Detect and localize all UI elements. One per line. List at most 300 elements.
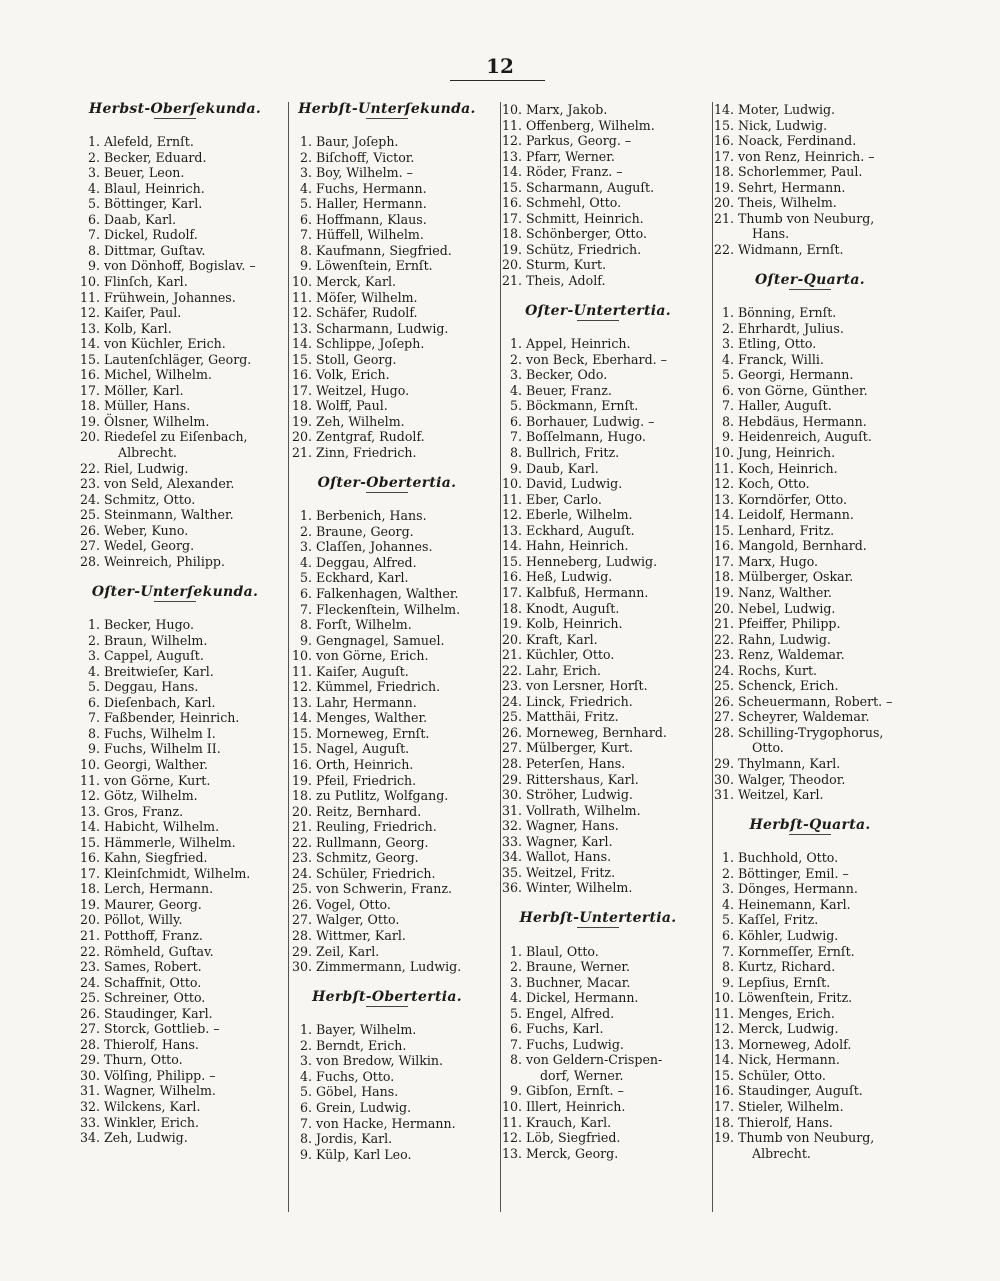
entry-number: 1. xyxy=(299,134,312,150)
entry-number: 5. xyxy=(721,912,734,928)
entry-number: 17. xyxy=(713,553,734,569)
entry-number: 18. xyxy=(79,881,100,897)
entry-name: Illert, Heinrich. xyxy=(526,1099,626,1114)
entry-name: Schmitt, Heinrich. xyxy=(526,210,644,226)
list-item xyxy=(488,195,708,211)
entry-name: Rittershaus, Karl. xyxy=(526,771,639,787)
entry-number: 2. xyxy=(299,149,312,165)
entry-name: Schaffnit, Otto. xyxy=(104,974,202,990)
list-item xyxy=(66,1115,284,1131)
list-item xyxy=(278,788,496,804)
entry-number: 26. xyxy=(713,693,734,709)
entry-name: von Lersner, Horſt. xyxy=(526,678,648,694)
entry-name: Schüler, Friedrich. xyxy=(316,865,436,881)
list-item xyxy=(488,507,708,523)
entry-number: 22. xyxy=(79,460,100,476)
list-item xyxy=(488,756,708,772)
entry-name: Bullrich, Fritz. xyxy=(526,445,620,461)
entry-number: 13. xyxy=(713,491,734,507)
list-item xyxy=(278,555,496,571)
entry-number: 17. xyxy=(79,865,100,881)
class-section xyxy=(488,896,708,1161)
list-item xyxy=(66,695,284,711)
entry-name: Fuchs, Wilhelm II. xyxy=(104,741,221,757)
entry-name: Schmitz, Georg. xyxy=(316,850,419,866)
entry-name: Forſt, Wilhelm. xyxy=(316,617,412,633)
class-section xyxy=(278,975,496,1163)
list-item xyxy=(66,429,284,445)
list-item xyxy=(66,1130,284,1146)
entry-number: 5. xyxy=(87,679,100,695)
list-item xyxy=(66,538,284,554)
entry-number: 28. xyxy=(291,927,312,943)
list-item xyxy=(66,648,284,664)
entry-number: 19. xyxy=(713,1130,734,1146)
entry-name: Heß, Ludwig. xyxy=(526,569,613,585)
entry-name: Dickel, Rudolf. xyxy=(104,227,198,243)
entry-name: Claſſen, Johannes. xyxy=(316,539,433,555)
list-item xyxy=(700,133,920,149)
entry-name: Matthäi, Fritz. xyxy=(526,709,619,725)
entry-name: Sehrt, Hermann. xyxy=(738,179,846,195)
entry-number: 4. xyxy=(721,896,734,912)
list-item xyxy=(278,165,496,181)
entry-name: Eckhard, Karl. xyxy=(316,570,409,586)
entry-name: Krauch, Karl. xyxy=(526,1114,612,1130)
entry-name: Dickel, Hermann. xyxy=(526,990,639,1006)
list-item xyxy=(278,352,496,368)
list-item xyxy=(66,150,284,166)
entry-number: 20. xyxy=(291,429,312,445)
entry-name: Kalbfuß, Hermann. xyxy=(526,584,649,600)
list-item xyxy=(66,321,284,337)
entry-number: 12. xyxy=(291,305,312,321)
entry-number: 30. xyxy=(79,1067,100,1083)
entry-number: 29. xyxy=(291,943,312,959)
entry-number: 12. xyxy=(79,305,100,321)
entry-name: Winter, Wilhelm. xyxy=(526,880,633,896)
entry-number: 25. xyxy=(713,678,734,694)
entry-number: 22. xyxy=(713,631,734,647)
list-item xyxy=(488,226,708,242)
entry-number: 25. xyxy=(79,990,100,1006)
list-item xyxy=(278,445,496,461)
entry-name: Riel, Ludwig. xyxy=(104,460,189,476)
list-item xyxy=(700,850,920,866)
entry-number: 33. xyxy=(501,833,522,849)
entry-number: 5. xyxy=(509,398,522,414)
entry-number: 15. xyxy=(79,834,100,850)
entry-name: Schmitz, Otto. xyxy=(104,491,196,507)
entry-name: Riedeſel zu Eiſenbach, xyxy=(104,429,248,445)
entry-number: 10. xyxy=(713,445,734,461)
entry-name: Haller, Auguſt. xyxy=(738,398,832,414)
entry-name: Götz, Wilhelm. xyxy=(104,788,198,804)
entry-name: Möller, Karl. xyxy=(104,382,184,398)
entry-number: 10. xyxy=(501,1099,522,1114)
entry-name: Beuer, Franz. xyxy=(526,382,612,398)
entry-name: Weitzel, Fritz. xyxy=(526,864,616,880)
entry-number: 27. xyxy=(79,538,100,554)
list-item xyxy=(66,383,284,399)
entry-number: 1. xyxy=(87,134,100,150)
list-item xyxy=(66,243,284,259)
entry-number: 29. xyxy=(79,1052,100,1068)
list-item xyxy=(488,616,708,632)
entry-name: Nanz, Walther. xyxy=(738,584,832,600)
entry-number: 19. xyxy=(713,584,734,600)
entry-number: 27. xyxy=(501,740,522,756)
entry-name: Rochs, Kurt. xyxy=(738,662,818,678)
entry-name: Theis, Wilhelm. xyxy=(738,195,837,211)
list-item xyxy=(66,274,284,290)
entry-name: von Görne, Erich. xyxy=(316,648,429,664)
entry-name: Wagner, Karl. xyxy=(526,833,613,849)
entry-name: Thierolf, Hans. xyxy=(738,1114,833,1130)
entry-name: Hahn, Heinrich. xyxy=(526,538,629,554)
entry-number: 5. xyxy=(509,1005,522,1021)
list-item xyxy=(700,725,920,741)
entry-name: Dittmar, Guſtav. xyxy=(104,242,206,258)
entry-name: von Schwerin, Franz. xyxy=(316,881,453,897)
entry-number: 24. xyxy=(713,662,734,678)
entry-name: Theis, Adolf. xyxy=(526,273,606,289)
entry-number: 9. xyxy=(299,258,312,274)
list-item xyxy=(488,880,708,896)
list-item xyxy=(66,305,284,321)
entry-number: 2. xyxy=(299,1037,312,1053)
section-heading: Oſter-Unterſekunda. xyxy=(91,583,259,600)
entry-name: Römheld, Guſtav. xyxy=(104,943,214,959)
entry-name: Biſchoff, Victor. xyxy=(316,149,415,165)
entry-number: 17. xyxy=(291,382,312,398)
entry-name: Schäfer, Rudolf. xyxy=(316,305,418,321)
entry-number: 22. xyxy=(291,834,312,850)
entry-number: 20. xyxy=(79,429,100,445)
list-item xyxy=(66,850,284,866)
list-item xyxy=(278,212,496,228)
entry-name: Becker, Odo. xyxy=(526,367,608,383)
entry-number: 9. xyxy=(721,429,734,445)
entry-number: 4. xyxy=(299,554,312,570)
entry-number: 12. xyxy=(79,788,100,804)
entry-number: 18. xyxy=(501,226,522,242)
entry-name: Fuchs, Wilhelm I. xyxy=(104,725,216,741)
entry-name: Löb, Siegfried. xyxy=(526,1130,621,1146)
list-item xyxy=(700,1021,920,1037)
entry-number: 21. xyxy=(79,927,100,943)
entry-number: 1. xyxy=(87,617,100,633)
list-item xyxy=(700,601,920,617)
entry-name: Weinreich, Philipp. xyxy=(104,553,225,569)
page-number: 12 xyxy=(486,54,514,78)
entry-number: 13. xyxy=(501,148,522,164)
list-item xyxy=(66,227,284,243)
entry-name: Lautenſchläger, Georg. xyxy=(104,351,252,367)
entry-number: 14. xyxy=(713,102,734,117)
entry-name: Rahn, Ludwig. xyxy=(738,631,831,647)
entry-number: 3. xyxy=(721,336,734,352)
list-item xyxy=(66,336,284,352)
section-heading: Herbſt-Obertertia. xyxy=(312,989,462,1006)
entry-number: 26. xyxy=(79,1005,100,1021)
list-item xyxy=(278,414,496,430)
entry-name: Ölsner, Wilhelm. xyxy=(104,413,210,429)
list-item xyxy=(700,352,920,368)
entry-name: Storck, Gottlieb. – xyxy=(104,1021,220,1037)
list-item xyxy=(700,180,920,196)
list-item xyxy=(700,492,920,508)
class-section xyxy=(278,461,496,975)
entry-number: 3. xyxy=(509,367,522,383)
list-item xyxy=(700,523,920,539)
entry-name: Knodt, Auguſt. xyxy=(526,600,620,616)
entry-name: Deggau, Hans. xyxy=(104,679,199,695)
entry-name: Mangold, Bernhard. xyxy=(738,538,867,554)
entry-name: Thylmann, Karl. xyxy=(738,755,841,771)
list-item xyxy=(700,383,920,399)
entry-name: Ehrhardt, Julius. xyxy=(738,320,844,336)
list-item xyxy=(66,492,284,508)
entry-name: Böckmann, Ernſt. xyxy=(526,398,639,414)
entry-name: Schilling-Trygophorus, xyxy=(738,724,884,740)
list-item xyxy=(700,1083,920,1099)
entry-name: Weitzel, Karl. xyxy=(738,787,824,803)
entry-name: Zimmermann, Ludwig. xyxy=(316,959,462,975)
list-item xyxy=(278,383,496,399)
entry-number: 23. xyxy=(501,678,522,694)
entry-name: Braune, Werner. xyxy=(526,959,631,975)
entry-name: Deggau, Alfred. xyxy=(316,554,417,570)
entry-name: von Hacke, Hermann. xyxy=(316,1115,456,1131)
list-item xyxy=(700,678,920,694)
entry-name: Külp, Karl Leo. xyxy=(316,1146,412,1162)
entry-name: Georgi, Hermann. xyxy=(738,367,854,383)
list-item xyxy=(488,569,708,585)
entry-name: Böttinger, Karl. xyxy=(104,196,203,212)
entry-name: Frühwein, Johannes. xyxy=(104,289,236,305)
list-item xyxy=(488,787,708,803)
list-item xyxy=(278,835,496,851)
list-item xyxy=(700,149,920,165)
entry-number: 19. xyxy=(501,616,522,632)
entry-number: 20. xyxy=(501,631,522,647)
section-heading: Herbſt-Quarta. xyxy=(749,817,871,834)
entry-number: 30. xyxy=(291,959,312,975)
list-item xyxy=(66,165,284,181)
entry-name: Braune, Georg. xyxy=(316,523,414,539)
list-item xyxy=(700,1146,920,1162)
entry-number: 21. xyxy=(291,445,312,461)
entry-number: 3. xyxy=(299,1053,312,1069)
entry-name: Hoffmann, Klaus. xyxy=(316,211,427,227)
entry-name: Blaul, Otto. xyxy=(526,943,599,959)
entry-name: Nick, Ludwig. xyxy=(738,117,828,133)
entry-name: Henneberg, Ludwig. xyxy=(526,553,658,569)
entry-name: Becker, Hugo. xyxy=(104,617,195,633)
entry-number: 18. xyxy=(713,164,734,180)
entry-number: 25. xyxy=(79,507,100,523)
entry-number: 11. xyxy=(291,663,312,679)
list-item xyxy=(488,772,708,788)
list-item xyxy=(66,633,284,649)
entry-number: 17. xyxy=(713,148,734,164)
entry-name: Boſſelmann, Hugo. xyxy=(526,429,646,445)
entry-number: 32. xyxy=(501,818,522,834)
list-item xyxy=(700,195,920,211)
entry-number: 10. xyxy=(79,274,100,290)
list-item xyxy=(66,258,284,274)
list-item xyxy=(700,772,920,788)
entry-number: 13. xyxy=(501,1145,522,1161)
list-item xyxy=(700,321,920,337)
entry-name: Böttinger, Emil. – xyxy=(738,865,849,881)
entry-name: Zentgraf, Rudolf. xyxy=(316,429,425,445)
entry-name: Renz, Waldemar. xyxy=(738,647,845,663)
entry-name: Merck, Georg. xyxy=(526,1145,619,1161)
entry-number: 23. xyxy=(79,476,100,492)
entry-name: Gibſon, Ernſt. – xyxy=(526,1083,624,1099)
entry-number: 8. xyxy=(299,1131,312,1147)
entry-number: 18. xyxy=(79,398,100,414)
entry-name: von Küchler, Erich. xyxy=(104,336,226,352)
entry-name: Haller, Hermann. xyxy=(316,196,427,212)
entry-number: 1. xyxy=(299,508,312,524)
entry-number: 18. xyxy=(291,398,312,414)
entry-name: Maurer, Georg. xyxy=(104,896,202,912)
entry-name: Noack, Ferdinand. xyxy=(738,133,857,149)
entry-name: Menges, Walther. xyxy=(316,710,428,726)
entry-number: 16. xyxy=(713,133,734,149)
entry-number: 33. xyxy=(79,1114,100,1130)
entry-name: Walger, Otto. xyxy=(316,912,400,928)
list-item xyxy=(700,476,920,492)
entry-name: Baur, Joſeph. xyxy=(316,134,399,150)
entry-number: 36. xyxy=(501,880,522,896)
list-item xyxy=(700,398,920,414)
entry-number: 12. xyxy=(713,1021,734,1037)
entry-name: Scharmann, Auguſt. xyxy=(526,179,655,195)
entry-name: Wolff, Paul. xyxy=(316,398,388,414)
list-item xyxy=(278,959,496,975)
entry-number: 6. xyxy=(509,413,522,429)
entry-number: 2. xyxy=(509,959,522,975)
list-item xyxy=(488,367,708,383)
entry-name: von Geldern-Crispen- xyxy=(526,1052,663,1068)
entry-number: 19. xyxy=(501,241,522,257)
entry-number: 19. xyxy=(291,413,312,429)
entry-number: 7. xyxy=(87,227,100,243)
list-item xyxy=(278,196,496,212)
entry-number: 2. xyxy=(299,523,312,539)
entry-number: 24. xyxy=(79,491,100,507)
entry-name: Müller, Hans. xyxy=(104,398,191,414)
list-item xyxy=(488,1115,708,1131)
entry-number: 9. xyxy=(87,741,100,757)
entry-name: Scheyrer, Waldemar. xyxy=(738,709,870,725)
entry-name: Lahr, Hermann. xyxy=(316,694,417,710)
list-item xyxy=(278,617,496,633)
entry-name: Falkenhagen, Walther. xyxy=(316,585,459,601)
list-item xyxy=(278,944,496,960)
entry-name: Albrecht. xyxy=(752,1145,811,1161)
section-heading: Oſter-Obertertia. xyxy=(317,475,457,492)
section-heading: Herbst-Oberſekunda. xyxy=(88,101,262,117)
list-item xyxy=(700,709,920,725)
entry-name: Alefeld, Ernſt. xyxy=(104,134,194,150)
entry-number: 34. xyxy=(501,849,522,865)
entry-name: Lahr, Erich. xyxy=(526,662,602,678)
list-item xyxy=(488,352,708,368)
list-item xyxy=(700,102,920,118)
entry-number: 20. xyxy=(501,257,522,273)
list-item xyxy=(278,524,496,540)
entry-name: Kaiſer, Paul. xyxy=(104,305,182,321)
entry-name: Kornmeſſer, Ernſt. xyxy=(738,943,855,959)
entry-number: 12. xyxy=(291,679,312,695)
entry-number: 8. xyxy=(87,242,100,258)
entry-name: Koch, Heinrich. xyxy=(738,460,838,476)
list-item xyxy=(278,602,496,618)
entry-number: 11. xyxy=(501,1114,522,1130)
entry-name: Flinſch, Karl. xyxy=(104,274,188,290)
entry-number: 10. xyxy=(291,274,312,290)
entry-number: 19. xyxy=(291,772,312,788)
entry-number: 10. xyxy=(291,648,312,664)
list-item xyxy=(700,959,920,975)
entry-number: 15. xyxy=(713,117,734,133)
list-item xyxy=(700,787,920,803)
entry-number: 9. xyxy=(299,1146,312,1162)
list-item xyxy=(278,336,496,352)
list-item xyxy=(488,554,708,570)
entry-number: 3. xyxy=(721,881,734,897)
entry-name: Otto. xyxy=(752,740,784,756)
entry-name: von Renz, Heinrich. – xyxy=(738,148,875,164)
list-item xyxy=(488,585,708,601)
entry-number: 28. xyxy=(79,553,100,569)
entry-name: Pfarr, Werner. xyxy=(526,148,615,164)
entry-number: 7. xyxy=(299,227,312,243)
entry-name: Menges, Erich. xyxy=(738,1005,835,1021)
entry-name: Nick, Hermann. xyxy=(738,1052,840,1068)
entry-name: Etling, Otto. xyxy=(738,336,817,352)
entry-name: Eckhard, Auguſt. xyxy=(526,522,635,538)
entry-number: 11. xyxy=(79,289,100,305)
list-item xyxy=(278,367,496,383)
entry-name: Borhauer, Ludwig. – xyxy=(526,413,655,429)
entry-number: 7. xyxy=(721,943,734,959)
entry-name: Zeh, Ludwig. xyxy=(104,1130,188,1146)
entry-number: 10. xyxy=(79,756,100,772)
entry-number: 3. xyxy=(509,974,522,990)
list-item xyxy=(66,352,284,368)
list-item xyxy=(278,710,496,726)
entry-name: Schreiner, Otto. xyxy=(104,990,206,1006)
entry-number: 16. xyxy=(501,569,522,585)
entry-name: Bayer, Wilhelm. xyxy=(316,1022,417,1038)
list-item xyxy=(700,1052,920,1068)
list-item xyxy=(278,1147,496,1163)
entry-name: Sturm, Kurt. xyxy=(526,257,607,273)
entry-name: Reuling, Friedrich. xyxy=(316,819,437,835)
entry-number: 31. xyxy=(713,787,734,803)
entry-name: Thumb von Neuburg, xyxy=(738,210,875,226)
entry-number: 10. xyxy=(713,990,734,1006)
entry-number: 18. xyxy=(291,788,312,804)
list-item xyxy=(278,539,496,555)
entry-name: Köhler, Ludwig. xyxy=(738,927,839,943)
